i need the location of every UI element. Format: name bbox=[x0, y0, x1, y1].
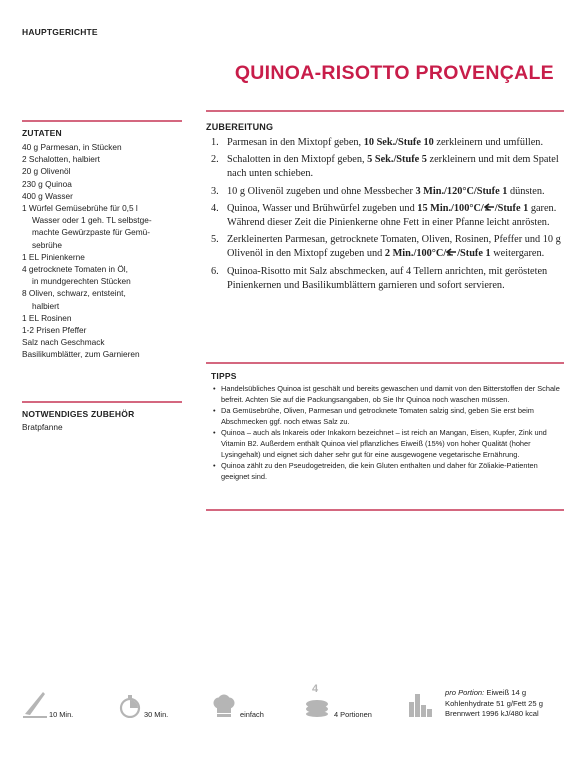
step-text: Parmesan in den Mixtopf geben, bbox=[227, 137, 364, 148]
ingredient-text: Salz nach Geschmack bbox=[22, 337, 105, 348]
tip-item: • Handelsübliches Quinoa ist geschält und bereits gewaschen und damit von den Bitterstoffen der Schale befreit. Achten Sie auf die Packungsangaben, ob Sie Ihr Quinoa noch waschen müssen. bbox=[211, 384, 561, 405]
nutrition-label: pro Portion: bbox=[445, 688, 485, 697]
ingredient-item bbox=[22, 202, 194, 251]
ingredient-item bbox=[22, 153, 194, 165]
ingredient-item bbox=[22, 141, 194, 153]
step-text: Quinoa-Risotto mit Salz abschmecken, auf 4 Tellern anrichten, mit gerösteten Pinienkernen und Basilikumblättern garnieren und sofort servieren. bbox=[227, 265, 548, 291]
preparation-steps bbox=[211, 136, 561, 296]
step-text: dünsten. bbox=[507, 185, 545, 197]
ingredients-list bbox=[22, 141, 194, 361]
ingredient-item bbox=[22, 165, 194, 177]
divider bbox=[22, 401, 182, 403]
ingredient-text: 1-2 Prisen Pfeffer bbox=[22, 325, 87, 336]
tip-item: • Da Gemüsebrühe, Oliven, Parmesan und getrocknete Tomaten salzig sind, geben Sie erst beim Abschmecken ggf. noch etwas Salz zu. bbox=[211, 406, 561, 427]
ingredient-text: 8 Oliven, schwarz, entsteint, bbox=[22, 288, 126, 299]
step-text: Schalotten in den Mixtopf geben, bbox=[227, 154, 368, 166]
preparation-heading: ZUBEREITUNG bbox=[206, 122, 274, 132]
step-number: 5. bbox=[211, 234, 219, 246]
ingredient-text: 1 Würfel Gemüsebrühe für 0,5 l bbox=[22, 203, 138, 214]
recipe-title: QUINOA-RISOTTO PROVENÇALE bbox=[234, 62, 554, 84]
plate-icon bbox=[304, 698, 330, 718]
ingredient-item bbox=[22, 251, 194, 263]
ingredient-text-continued: Wasser oder 1 geh. TL selbstge- bbox=[32, 215, 152, 226]
step-text: Zerkleinerten Parmesan, getrocknete Tomaten, Oliven, Rosinen, Pfeffer und 10 g Olivenöl in den Mixtopf zugeben und bbox=[227, 234, 561, 260]
ingredient-item bbox=[22, 190, 194, 202]
ingredient-item bbox=[22, 263, 194, 287]
reverse-icon bbox=[484, 203, 495, 212]
step-setting: 15 Min./100°C/ bbox=[417, 202, 484, 214]
nutrition-icon-wrap bbox=[408, 690, 442, 720]
ingredient-text: 40 g Parmesan, in Stücken bbox=[22, 142, 122, 152]
bar-chart-icon bbox=[408, 690, 434, 718]
ingredient-text: Basilikumblätter, zum Garnieren bbox=[22, 349, 140, 360]
step-setting: 2 Min./100°C/ bbox=[384, 248, 447, 260]
preparation-step bbox=[211, 202, 561, 230]
step-number: 1. bbox=[211, 137, 219, 148]
step-text: garen. Während dieser Zeit die Pinienkerne ohne Fett in einer Pfanne leicht anrösten. bbox=[227, 202, 557, 229]
ingredient-text-continued: in mundgerechten Stücken bbox=[32, 276, 131, 287]
step-text: Quinoa, Wasser und Brühwürfel zugeben und bbox=[227, 202, 418, 214]
nutrition-info bbox=[445, 688, 543, 720]
step-number: 2. bbox=[211, 154, 219, 166]
nutrition-protein: Eiweiß 14 g bbox=[486, 688, 527, 697]
total-time bbox=[119, 690, 199, 720]
preparation-step bbox=[211, 153, 561, 181]
step-number: 4. bbox=[211, 202, 219, 214]
divider bbox=[206, 362, 564, 364]
portions bbox=[304, 683, 384, 720]
ingredient-text: 4 getrocknete Tomaten in Öl, bbox=[22, 264, 128, 275]
ingredient-text: 2 Schalotten, halbiert bbox=[22, 154, 100, 165]
tip-item: • Quinoa zählt zu den Pseudogetreiden, die kein Gluten enthalten und daher für Zöliakie-Patienten geeignet sind. bbox=[211, 461, 561, 482]
step-text: weitergaren. bbox=[490, 248, 545, 260]
chef-hat-icon bbox=[212, 694, 236, 718]
preparation-step bbox=[211, 233, 561, 261]
ingredient-text-continued: machte Gewürzpaste für Gemü- bbox=[32, 227, 151, 238]
portions-number: 4 bbox=[312, 683, 319, 695]
step-number: 3. bbox=[211, 185, 219, 197]
step-setting: 5 Sek./Stufe 5 bbox=[367, 154, 427, 166]
step-text: zerkleinern und mit dem Spatel nach unten schieben. bbox=[227, 154, 559, 180]
tip-item: • Quinoa – auch als Inkareis oder Inkakorn bezeichnet – ist reich an Mangan, Eisen, Kupfer, Zink und Vitamin B2. Außerdem enthält Quinoa viel pflanzliches Eiweiß (15%) von hoher Qualität (hoher Lysingehalt) und eignet sich daher sehr gut für eine ausgewogene vegetarische Ernährung. bbox=[211, 428, 561, 460]
step-setting: /Stufe 1 bbox=[494, 202, 529, 214]
step-setting: 10 Sek./Stufe 10 bbox=[363, 137, 434, 148]
stopwatch-icon bbox=[119, 694, 141, 718]
divider bbox=[22, 120, 182, 122]
ingredient-item bbox=[22, 312, 194, 324]
total-time-label: 30 Min. bbox=[144, 710, 169, 719]
ingredient-item bbox=[22, 336, 194, 348]
ingredient-item bbox=[22, 324, 194, 336]
step-text: 10 g Olivenöl zugeben und ohne Messbecher bbox=[227, 185, 416, 197]
reverse-icon bbox=[446, 248, 457, 257]
preparation-step bbox=[211, 185, 561, 199]
prep-time bbox=[22, 690, 102, 720]
ingredient-text: 230 g Quinoa bbox=[22, 178, 72, 189]
portions-label: 4 Portionen bbox=[334, 710, 372, 719]
ingredient-item bbox=[22, 348, 194, 360]
step-setting: 3 Min./120°C/Stufe 1 bbox=[415, 185, 508, 197]
step-number: 6. bbox=[211, 265, 219, 277]
preparation-step bbox=[211, 265, 561, 293]
divider bbox=[206, 509, 564, 511]
step-setting: /Stufe 1 bbox=[457, 248, 491, 260]
nutrition-energy: Brennwert 1996 kJ/480 kcal bbox=[445, 709, 539, 719]
ingredient-text: 1 EL Pinienkerne bbox=[22, 251, 85, 262]
tips-heading: TIPPS bbox=[211, 371, 237, 381]
knife-icon bbox=[22, 690, 48, 720]
tips-list bbox=[211, 384, 561, 483]
equipment-heading: NOTWENDIGES ZUBEHÖR bbox=[22, 409, 135, 419]
equipment-item: Bratpfanne bbox=[22, 422, 63, 432]
prep-time-label: 10 Min. bbox=[49, 710, 74, 719]
category-label: HAUPTGERICHTE bbox=[22, 27, 98, 37]
difficulty-label: einfach bbox=[240, 710, 264, 719]
step-text: zerkleinern und umfüllen. bbox=[433, 137, 544, 148]
ingredient-item bbox=[22, 287, 194, 311]
preparation-step bbox=[211, 136, 561, 150]
difficulty bbox=[212, 690, 282, 720]
ingredient-text: 1 EL Rosinen bbox=[22, 312, 72, 323]
ingredient-text: 400 g Wasser bbox=[22, 190, 73, 201]
ingredient-text: 20 g Olivenöl bbox=[22, 166, 71, 177]
nutrition-carbs-fat: Kohlenhydrate 51 g/Fett 25 g bbox=[445, 698, 543, 708]
ingredients-heading: ZUTATEN bbox=[22, 128, 62, 138]
divider bbox=[206, 110, 564, 112]
ingredient-text-continued: halbiert bbox=[32, 300, 60, 311]
ingredient-item bbox=[22, 178, 194, 190]
ingredient-text-continued: sebrühe bbox=[32, 239, 62, 250]
